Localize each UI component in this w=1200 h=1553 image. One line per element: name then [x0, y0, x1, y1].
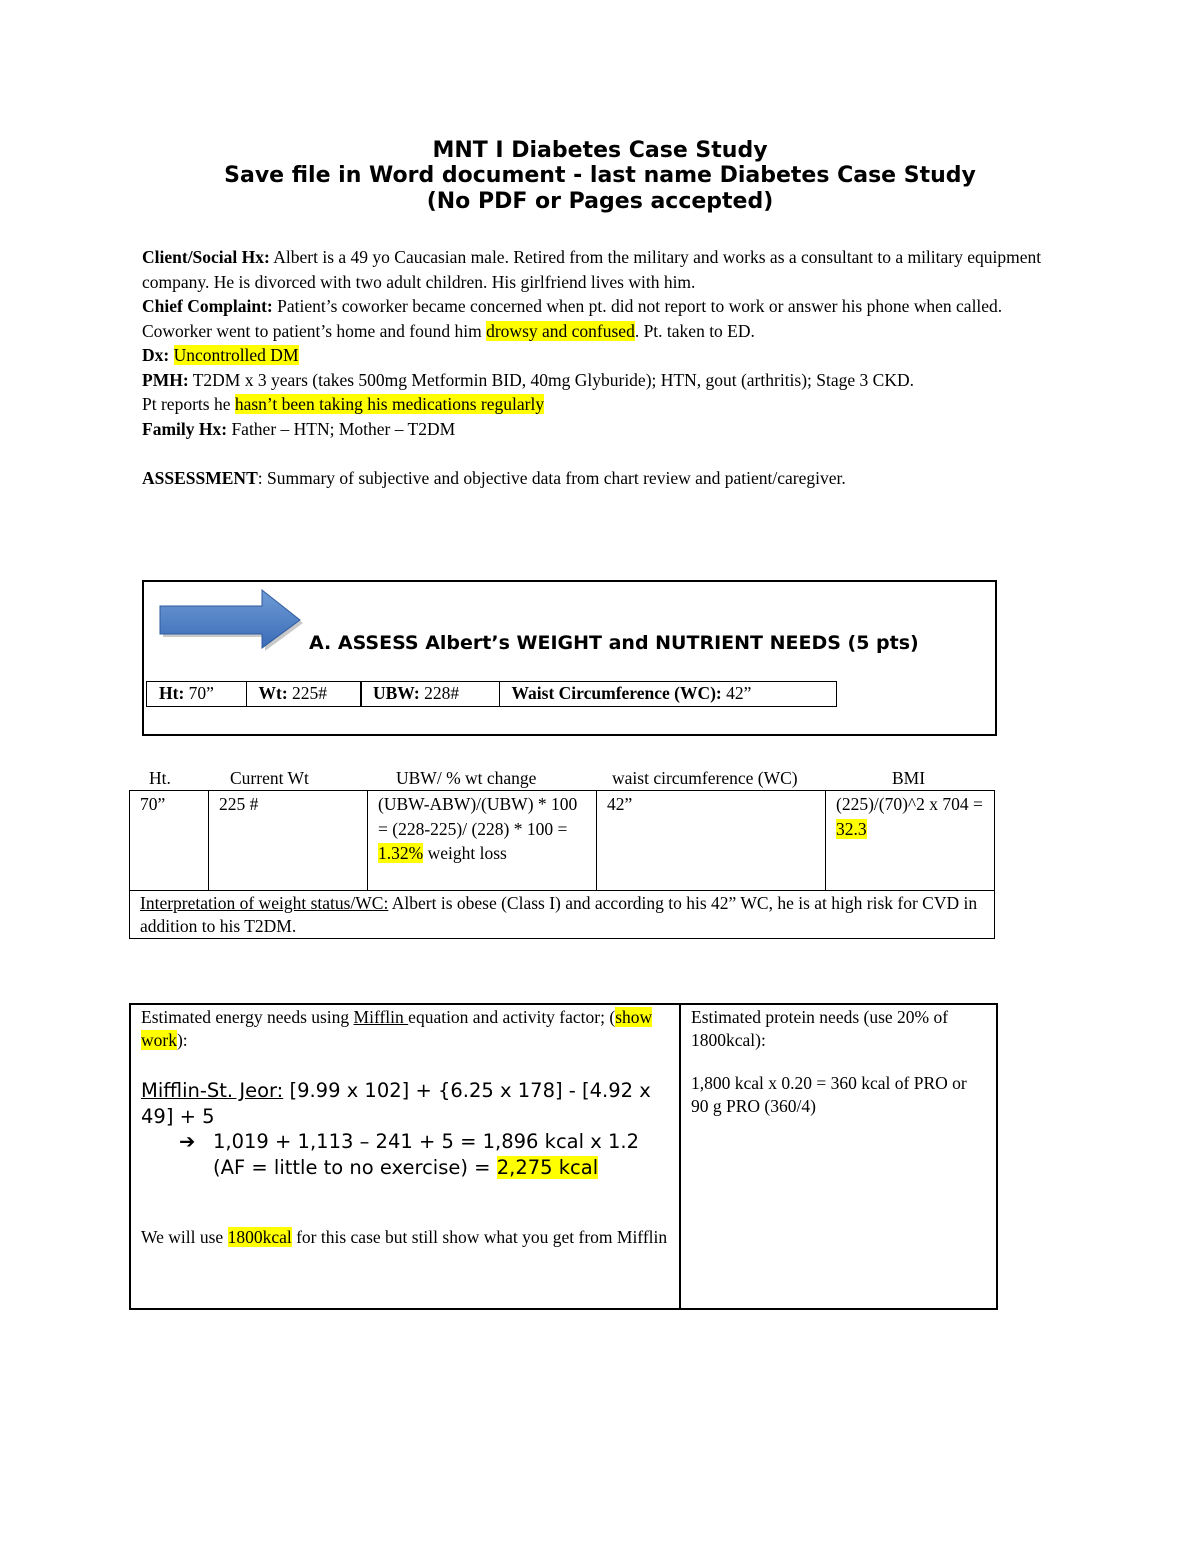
wt-cell: 225 #	[209, 791, 368, 891]
ht-cell: 70”	[130, 791, 209, 891]
assess-section-box	[142, 580, 997, 736]
protein-intro: Estimated protein needs (use 20% of 1800kcal):	[691, 1007, 949, 1050]
family-label: Family Hx:	[142, 418, 228, 439]
pmh-label: PMH:	[142, 369, 189, 390]
family-text: Father – HTN; Mother – T2DM	[227, 418, 456, 439]
case-narrative	[142, 245, 1047, 490]
calorie-highlight: 1800kcal	[227, 1227, 292, 1247]
assessment-text: : Summary of subjective and objective data from chart review and patient/caregiver.	[257, 467, 846, 488]
height-cell: Ht: 70”	[146, 681, 247, 707]
ubw-change-cell: (UBW-ABW)/(UBW) * 100 = (228-225)/ (228) * 100 = 1.32% weight loss	[368, 791, 597, 891]
wc-cell: 42”	[597, 791, 826, 891]
header-current-wt: Current Wt	[230, 768, 309, 788]
pmh-text: T2DM x 3 years (takes 500mg Metformin BID, 40mg Glyburide); HTN, gout (arthritis); Stage 3 CKD.	[188, 369, 914, 390]
nutrient-needs-table	[129, 1003, 998, 1310]
interp-text: Albert is obese (Class I) and according to his 42” WC, he is at high risk for CVD in addition to his T2DM.	[140, 893, 978, 936]
pt-reports-text: Pt reports he	[142, 394, 235, 414]
complaint-text: Patient’s coworker became concerned when pt. did not report to work or answer his phone when called. Coworker went to patient’s home and found him	[142, 296, 1003, 341]
table-row	[130, 791, 995, 891]
interp-label: Interpretation of weight status/WC:	[140, 893, 389, 913]
diagnosis	[142, 343, 1047, 368]
weight-cell: Wt: 225#	[246, 681, 362, 707]
weight-table-headers	[0, 768, 1200, 790]
client-label: Client/Social Hx:	[142, 247, 270, 267]
pt-reports-highlight: hasn’t been taking his medications regularly	[234, 394, 545, 414]
energy-needs-cell	[130, 1004, 680, 1309]
dx-text: Uncontrolled DM	[173, 345, 299, 365]
energy-intro: Estimated energy needs using Mifflin equation and activity factor; (show work):	[141, 1007, 653, 1050]
complaint-label: Chief Complaint:	[142, 296, 273, 316]
medication-adherence	[142, 392, 1047, 417]
assessment-line	[142, 466, 1047, 491]
mifflin-label: Mifflin-St. Jeor:	[141, 1079, 284, 1102]
weight-status-table	[129, 790, 995, 939]
show-work-highlight: show work	[141, 1007, 653, 1050]
complaint-highlight: drowsy and confused	[486, 320, 635, 341]
right-arrow-icon	[154, 586, 306, 652]
complaint-text-end: . Pt. taken to ED.	[634, 320, 755, 341]
header-wc: waist circumference (WC)	[612, 768, 798, 788]
header-bmi: BMI	[892, 768, 926, 788]
interpretation-cell	[130, 891, 995, 939]
waist-circumference-cell: Waist Circumference (WC): 42”	[499, 681, 837, 707]
mifflin-equation: Mifflin-St. Jeor: [9.99 x 102] + {6.25 x 178] - [4.92 x 49] + 5	[141, 1079, 651, 1128]
calorie-usage-note: We will use 1800kcal for this case but still show what you get from Mifflin	[141, 1227, 668, 1247]
table-row	[130, 1004, 997, 1309]
past-medical-history	[142, 368, 1047, 393]
mifflin-result-highlight: 2,275 kcal	[496, 1155, 599, 1179]
protein-needs-cell	[680, 1004, 997, 1309]
ubw-cell: UBW: 228#	[360, 681, 500, 707]
save-instruction: Save file in Word document - last name Diabetes Case Study	[224, 163, 976, 188]
assess-heading: A. ASSESS Albert’s WEIGHT and NUTRIENT NEEDS (5 pts)	[309, 632, 919, 654]
format-note: (No PDF or Pages accepted)	[426, 189, 774, 214]
client-text: Albert is a 49 yo Caucasian male. Retired from the military and works as a consultant to a military equipment company. He is divorced with two adult children. His girlfriend lives with him.	[142, 247, 1042, 292]
bmi-result: 32.3	[836, 818, 867, 839]
bmi-cell: (225)/(70)^2 x 704 = 32.3	[826, 791, 995, 891]
dx-label: Dx:	[142, 345, 170, 365]
mifflin-result: ➔ 1,019 + 1,113 – 241 + 5 = 1,896 kcal x 1.2 (AF = little to no exercise) = 2,275 kcal	[179, 1130, 639, 1179]
document-title: MNT I Diabetes Case Study	[432, 138, 768, 163]
arrow-right-icon: ➔	[179, 1130, 196, 1153]
header-ubw: UBW/ % wt change	[396, 768, 537, 788]
assessment-label: ASSESSMENT	[142, 467, 258, 488]
measure-row	[146, 681, 835, 707]
ubw-result: 1.32%	[378, 843, 424, 863]
family-history	[142, 417, 1047, 442]
header-ht: Ht.	[149, 768, 171, 788]
client-social-history	[142, 245, 1047, 294]
chief-complaint	[142, 294, 1047, 343]
table-row	[130, 891, 995, 939]
protein-calc: 1,800 kcal x 0.20 = 360 kcal of PRO or 90 g PRO (360/4)	[691, 1073, 967, 1116]
